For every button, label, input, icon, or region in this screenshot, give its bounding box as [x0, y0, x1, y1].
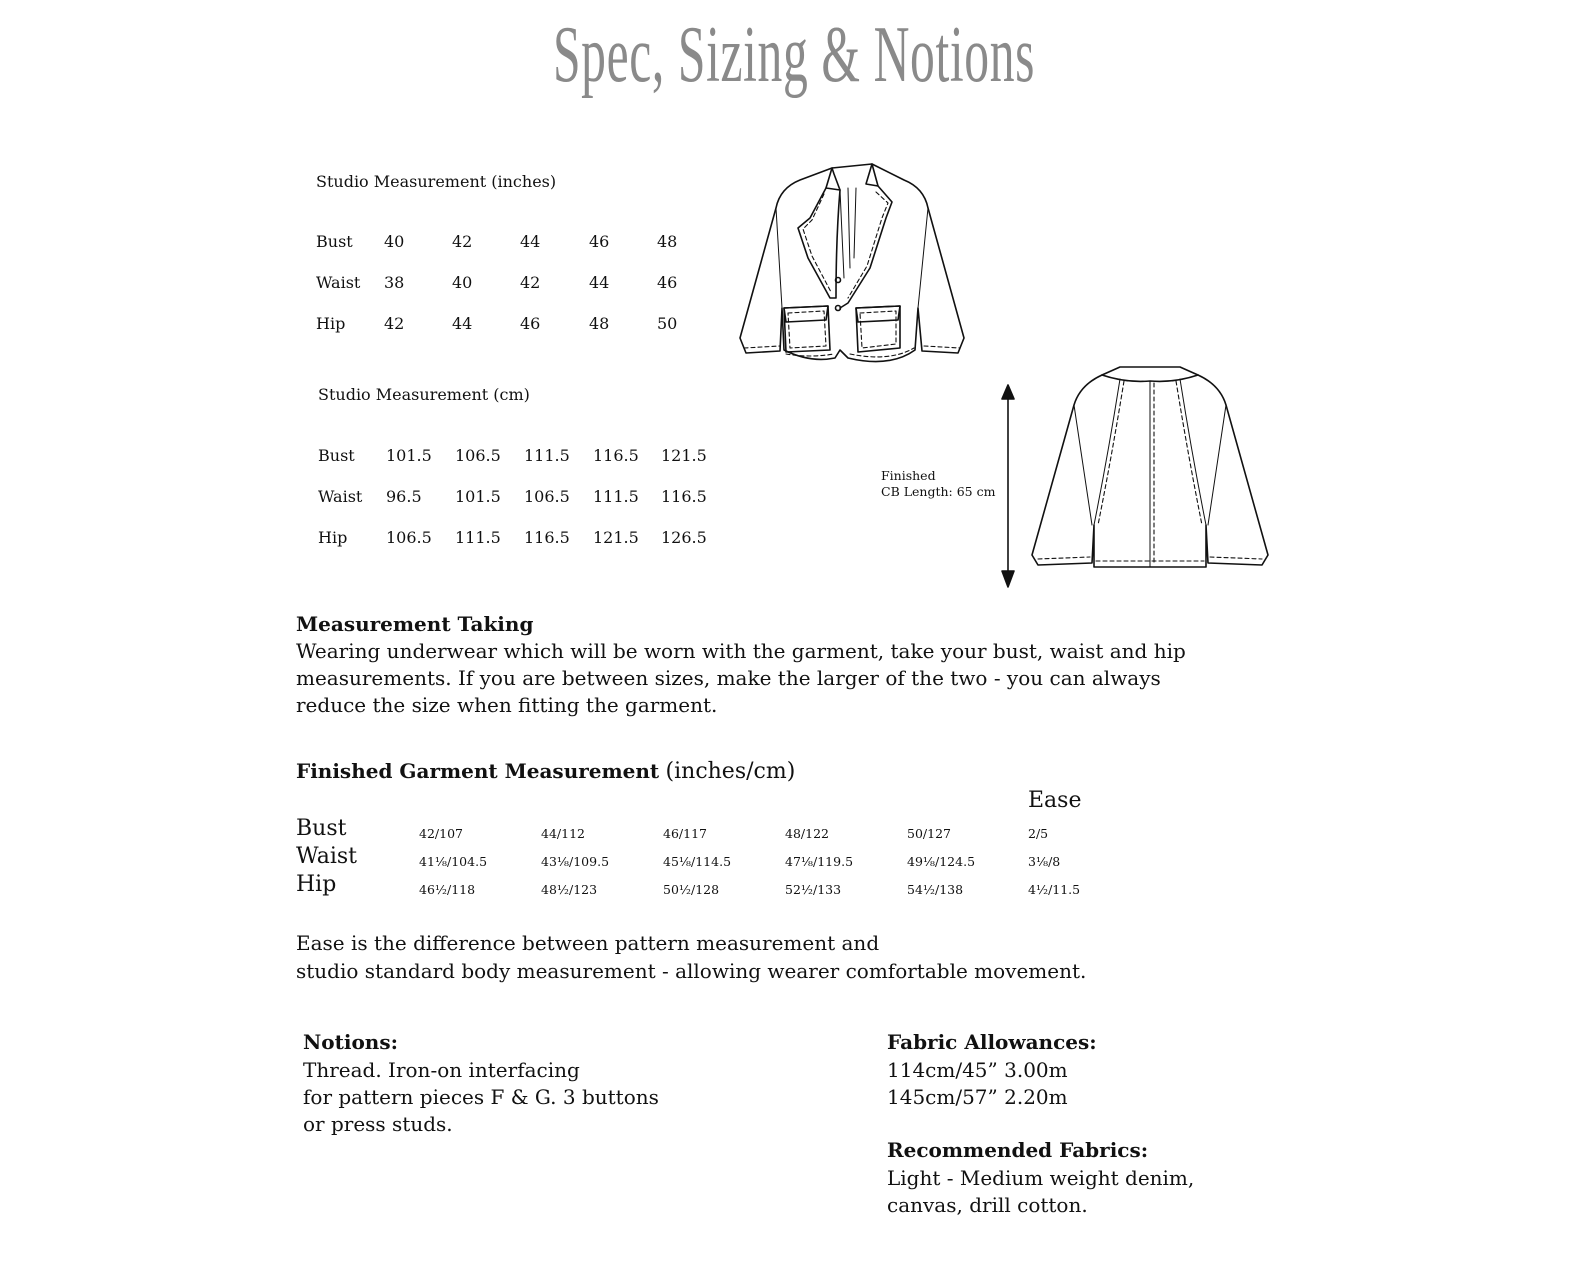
notions-line: for pattern pieces F & G. 3 buttons	[303, 1085, 659, 1109]
table-cell: 54½/138	[907, 882, 964, 897]
table-cell: 121.5	[661, 446, 707, 465]
table-cell: 44	[589, 273, 610, 292]
table-cell: 49⅛/124.5	[907, 854, 976, 869]
ease-cell: 2/5	[1028, 826, 1049, 841]
table-cell: 116.5	[661, 487, 707, 506]
ease-note-line1: Ease is the difference between pattern measurement and	[296, 931, 880, 955]
table-row-label: Waist	[316, 273, 361, 292]
table-row-label: Hip	[296, 872, 337, 897]
table-cell: 44/112	[541, 826, 585, 841]
table-cell: 106.5	[386, 528, 432, 547]
table-cell: 42	[520, 273, 541, 292]
measurement-taking-heading: Measurement Taking	[296, 612, 534, 636]
cb-length-label-line1: Finished	[881, 468, 936, 483]
table-cell: 48½/123	[541, 882, 598, 897]
ease-note-line2: studio standard body measurement - allowing wearer comfortable movement.	[296, 959, 1087, 983]
table-cell: 106.5	[455, 446, 501, 465]
jacket-back-sketch	[1030, 365, 1270, 577]
table-cell: 40	[384, 232, 405, 251]
table-cell: 46/117	[663, 826, 707, 841]
finished-garment-heading	[296, 758, 795, 785]
table-cell: 121.5	[593, 528, 639, 547]
table-cell: 111.5	[593, 487, 639, 506]
table-row-label: Bust	[296, 816, 347, 841]
table-cell: 41⅛/104.5	[419, 854, 488, 869]
table-cell: 50½/128	[663, 882, 720, 897]
table-cell: 38	[384, 273, 405, 292]
fabric-allowance-line: 145cm/57” 2.20m	[887, 1085, 1068, 1109]
studio-cm-title: Studio Measurement (cm)	[318, 385, 530, 404]
table-cell: 45⅛/114.5	[663, 854, 732, 869]
table-cell: 48	[589, 314, 610, 333]
recommended-fabrics-heading: Recommended Fabrics:	[887, 1138, 1149, 1162]
notions-line: Thread. Iron-on interfacing	[303, 1058, 580, 1082]
table-cell: 40	[452, 273, 473, 292]
jacket-front-sketch	[740, 158, 980, 373]
table-row-label: Hip	[316, 314, 346, 333]
table-cell: 47⅛/119.5	[785, 854, 854, 869]
table-cell: 46½/118	[419, 882, 476, 897]
table-cell: 42/107	[419, 826, 463, 841]
recommended-fabrics-line: Light - Medium weight denim,	[887, 1166, 1195, 1190]
table-cell: 43⅛/109.5	[541, 854, 610, 869]
finished-garment-heading-bold: Finished Garment Measurement	[296, 759, 660, 783]
finished-garment-heading-units: (inches/cm)	[665, 759, 796, 784]
table-cell: 44	[452, 314, 473, 333]
table-cell: 46	[589, 232, 610, 251]
notions-heading: Notions:	[303, 1030, 398, 1054]
table-cell: 126.5	[661, 528, 707, 547]
table-cell: 111.5	[455, 528, 501, 547]
table-cell: 48	[657, 232, 678, 251]
fabric-allowances-heading: Fabric Allowances:	[887, 1030, 1097, 1054]
cb-length-arrow	[998, 383, 1018, 589]
page-title: Spec, Sizing & Notions	[552, 11, 1036, 99]
table-cell: 96.5	[386, 487, 422, 506]
measurement-taking-text: Wearing underwear which will be worn with the garment, take your bust, waist and hip measurements. If you are between sizes, make the larger of the two - you can always reduce the size when fitting the garment.	[296, 639, 1186, 717]
table-row-label: Hip	[318, 528, 348, 547]
table-cell: 52½/133	[785, 882, 842, 897]
table-cell: 111.5	[524, 446, 570, 465]
table-cell: 116.5	[524, 528, 570, 547]
ease-column-header: Ease	[1028, 788, 1082, 813]
table-row-label: Waist	[296, 844, 357, 869]
table-row-label: Waist	[318, 487, 363, 506]
fabric-allowance-line: 114cm/45” 3.00m	[887, 1058, 1068, 1082]
notions-line: or press studs.	[303, 1112, 453, 1136]
table-cell: 42	[384, 314, 405, 333]
cb-length-label-line2: CB Length: 65 cm	[881, 484, 996, 499]
table-cell: 42	[452, 232, 473, 251]
table-cell: 50	[657, 314, 678, 333]
ease-cell: 3⅛/8	[1028, 854, 1061, 869]
recommended-fabrics-line: canvas, drill cotton.	[887, 1193, 1088, 1217]
table-cell: 50/127	[907, 826, 951, 841]
table-cell: 116.5	[593, 446, 639, 465]
table-cell: 101.5	[455, 487, 501, 506]
table-row-label: Bust	[316, 232, 353, 251]
ease-cell: 4½/11.5	[1028, 882, 1081, 897]
table-cell: 101.5	[386, 446, 432, 465]
table-cell: 46	[520, 314, 541, 333]
table-cell: 44	[520, 232, 541, 251]
table-cell: 46	[657, 273, 678, 292]
studio-inches-title: Studio Measurement (inches)	[316, 172, 557, 191]
table-cell: 48/122	[785, 826, 829, 841]
table-row-label: Bust	[318, 446, 355, 465]
table-cell: 106.5	[524, 487, 570, 506]
